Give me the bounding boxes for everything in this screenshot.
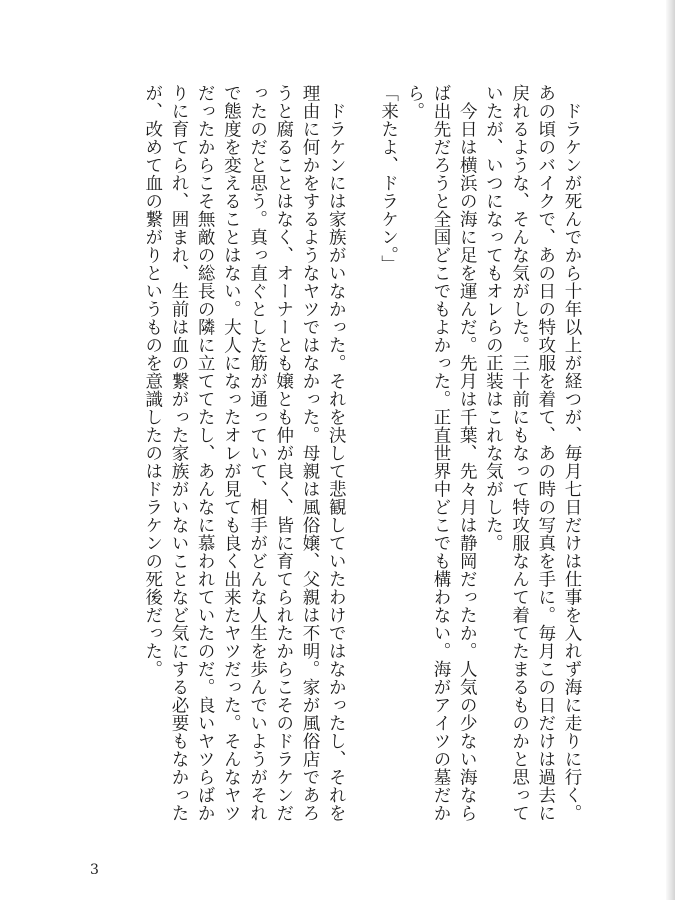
paragraph: ドラケンには家族がいなかった。それを決して悲観していたわけではなかったし、それを理由に何かをするようなヤツではなかった。母親は風俗嬢、父親は不明。家が風俗店であろうと腐ることはなく、オーナーとも嬢とも仲が良く、皆に育てられたからこそのドラケンだったのだと思う。真っ直ぐとした筋が通っていて、相手がどんな人生を歩んでいようがそれで態度を変えることはない。大人になったオレが見ても良く出来たヤツだった。そんなヤツだったからこそ無敵の総長の隣に立ててたし、あんなに慕われていたのだ。良いヤツらばかりに育てられ、囲まれ、生前は血の繋がった家族がいないことなど気にする必要もなかったが、改めて血の繋がりというものを意識したのはドラケンの死後だった。 [142,84,347,822]
paragraph-spacer [349,84,375,102]
paragraph: ドラケンが死んでから十年以上が経つが、毎月七日だけは仕事を入れず海に走りに行く。あの頃のバイクで、あの日の特攻服を着て、あの時の写真を手に。毎月この日だけは過去に戻れるような、そんな気がした。三十前にもなって特攻服なんて着てたまるものかと思っていたが、いつになってもオレらの正装はこれな気がした。 [483,84,582,822]
page-edge-shadow [666,0,675,900]
paragraph: 今日は横浜の海に足を運んだ。先月は千葉、先々月は静岡だったか。人気の少ない海ならば出先だろうと全国どこでもよかった。正直世界中どこでも構わない。海がアイツの墓だから。 [404,84,478,822]
body-text [140,84,585,834]
dialogue-line: 「来たよ、ドラケン。」 [378,84,399,274]
page-number: 3 [90,862,99,878]
